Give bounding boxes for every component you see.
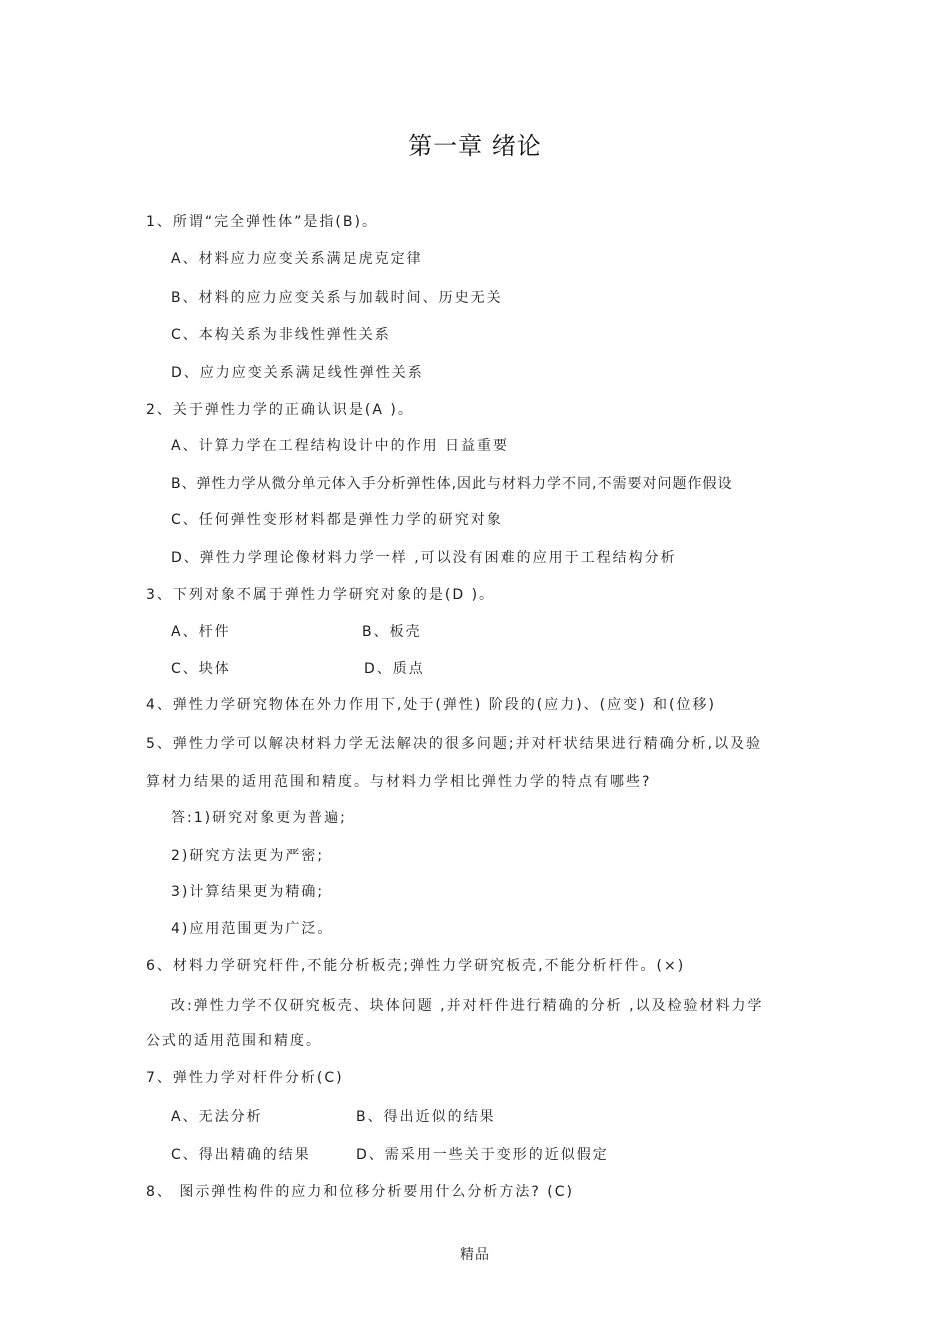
question-5-line-1: 5、弹性力学可以解决材料力学无法解决的很多问题;并对杆状结果进行精确分析,以及验 bbox=[146, 736, 763, 752]
question-3-option-b: B、板壳 bbox=[362, 624, 422, 640]
question-7-option-d: D、需采用一些关于变形的近似假定 bbox=[356, 1147, 609, 1163]
question-3: 3、下列对象不属于弹性力学研究对象的是(D )。 bbox=[146, 587, 496, 603]
chapter-title: 第一章 绪论 bbox=[408, 132, 542, 160]
question-7-option-b: B、得出近似的结果 bbox=[356, 1109, 496, 1125]
question-5-line-2: 算材力结果的适用范围和精度。与材料力学相比弹性力学的特点有哪些? bbox=[146, 774, 652, 790]
question-6: 6、材料力学研究杆件,不能分析板壳;弹性力学研究板壳,不能分析杆件。(×) bbox=[146, 958, 686, 974]
question-4: 4、弹性力学研究物体在外力作用下,处于(弹性) 阶段的(应力)、(应变) 和(位移) bbox=[146, 697, 716, 713]
question-2-option-b: B、弹性力学从微分单元体入手分析弹性体,因此与材料力学不同,不需要对问题作假设 bbox=[171, 476, 733, 492]
question-5-answer-4: 4)应用范围更为广泛。 bbox=[171, 921, 334, 937]
question-1-option-c: C、本构关系为非线性弹性关系 bbox=[171, 327, 391, 343]
question-7: 7、弹性力学对杆件分析(C) bbox=[146, 1070, 344, 1086]
question-5-answer-1: 答:1)研究对象更为普遍; bbox=[171, 810, 347, 826]
question-7-option-c: C、得出精确的结果 bbox=[171, 1147, 311, 1163]
question-5-answer-2: 2)研究方法更为严密; bbox=[171, 848, 325, 864]
question-1-option-b: B、材料的应力应变关系与加载时间、历史无关 bbox=[171, 290, 503, 306]
question-1: 1、所谓“完全弹性体”是指(B)。 bbox=[146, 214, 378, 230]
question-3-option-a: A、杆件 bbox=[171, 624, 231, 640]
question-2: 2、关于弹性力学的正确认识是(A )。 bbox=[146, 402, 414, 418]
question-7-option-a: A、无法分析 bbox=[171, 1109, 263, 1125]
question-3-option-c: C、块体 bbox=[171, 661, 231, 677]
page-footer: 精品 bbox=[460, 1247, 490, 1263]
question-2-option-d: D、弹性力学理论像材料力学一样 ,可以没有困难的应用于工程结构分析 bbox=[171, 550, 677, 566]
question-3-option-d: D、质点 bbox=[364, 661, 425, 677]
question-2-option-a: A、计算力学在工程结构设计中的作用 日益重要 bbox=[171, 438, 510, 454]
question-1-option-a: A、材料应力应变关系满足虎克定律 bbox=[171, 251, 423, 267]
question-2-option-c: C、任何弹性变形材料都是弹性力学的研究对象 bbox=[171, 512, 503, 528]
question-6-correction-line-1: 改:弹性力学不仅研究板壳、块体问题 ,并对杆件进行精确的分析 ,以及检验材料力学 bbox=[171, 998, 764, 1014]
question-6-correction-line-2: 公式的适用范围和精度。 bbox=[146, 1033, 322, 1049]
question-1-option-d: D、应力应变关系满足线性弹性关系 bbox=[171, 365, 424, 381]
question-5-answer-3: 3)计算结果更为精确; bbox=[171, 884, 325, 900]
question-8: 8、 图示弹性构件的应力和位移分析要用什么分析方法? (C) bbox=[146, 1184, 574, 1200]
